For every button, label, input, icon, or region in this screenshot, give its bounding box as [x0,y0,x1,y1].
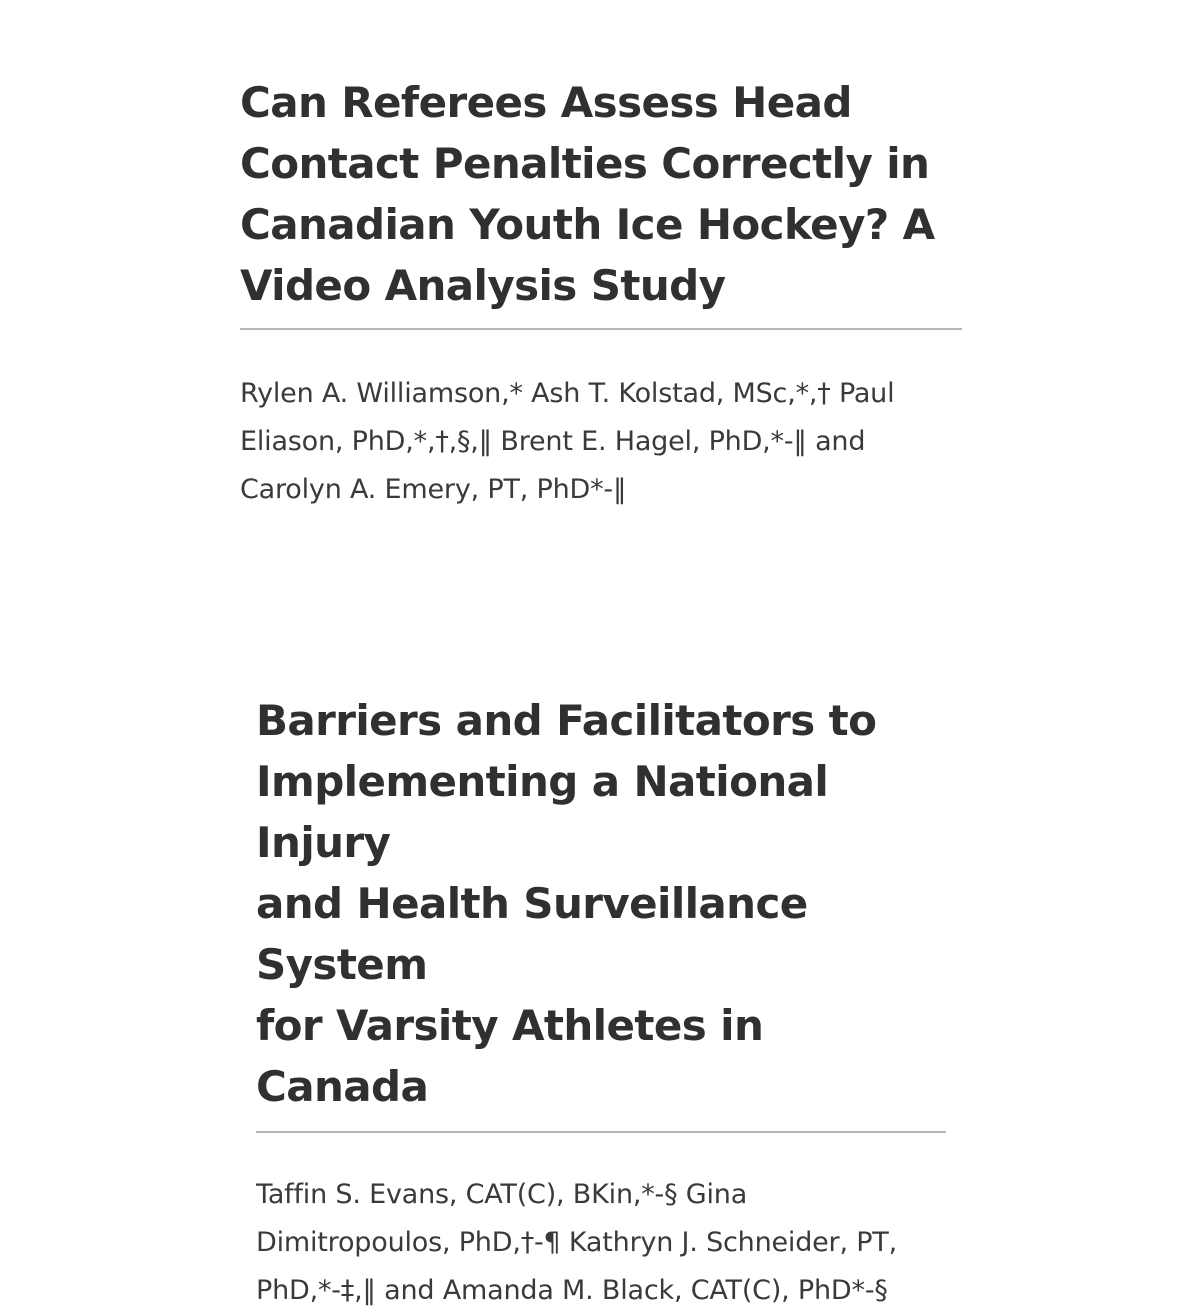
article-title: Barriers and Facilitators to Implementing a National Injury and Health Surveillance System for Varsity Athletes in Canada [256,696,877,1111]
article-title: Can Referees Assess Head Contact Penalties Correctly in Canadian Youth Ice Hockey? A Video Analysis Study [240,78,935,310]
title-divider [256,1131,946,1133]
author-list: Rylen A. Williamson,* Ash T. Kolstad, MSc,*,† Paul Eliason, PhD,*,†,§,‖ Brent E. Hagel, PhD,*-‖ and Carolyn A. Emery, PT, PhD*-‖ [240,378,895,505]
title-divider [240,328,962,330]
author-list: Taffin S. Evans, CAT(C), BKin,*-§ Gina Dimitropoulos, PhD,†-¶ Kathryn J. Schneider, PT, PhD,*-‡,‖ and Amanda M. Black, CAT(C), PhD*-§ [256,1179,897,1306]
article-header-2 [256,690,946,1315]
article-header-1 [240,72,962,514]
